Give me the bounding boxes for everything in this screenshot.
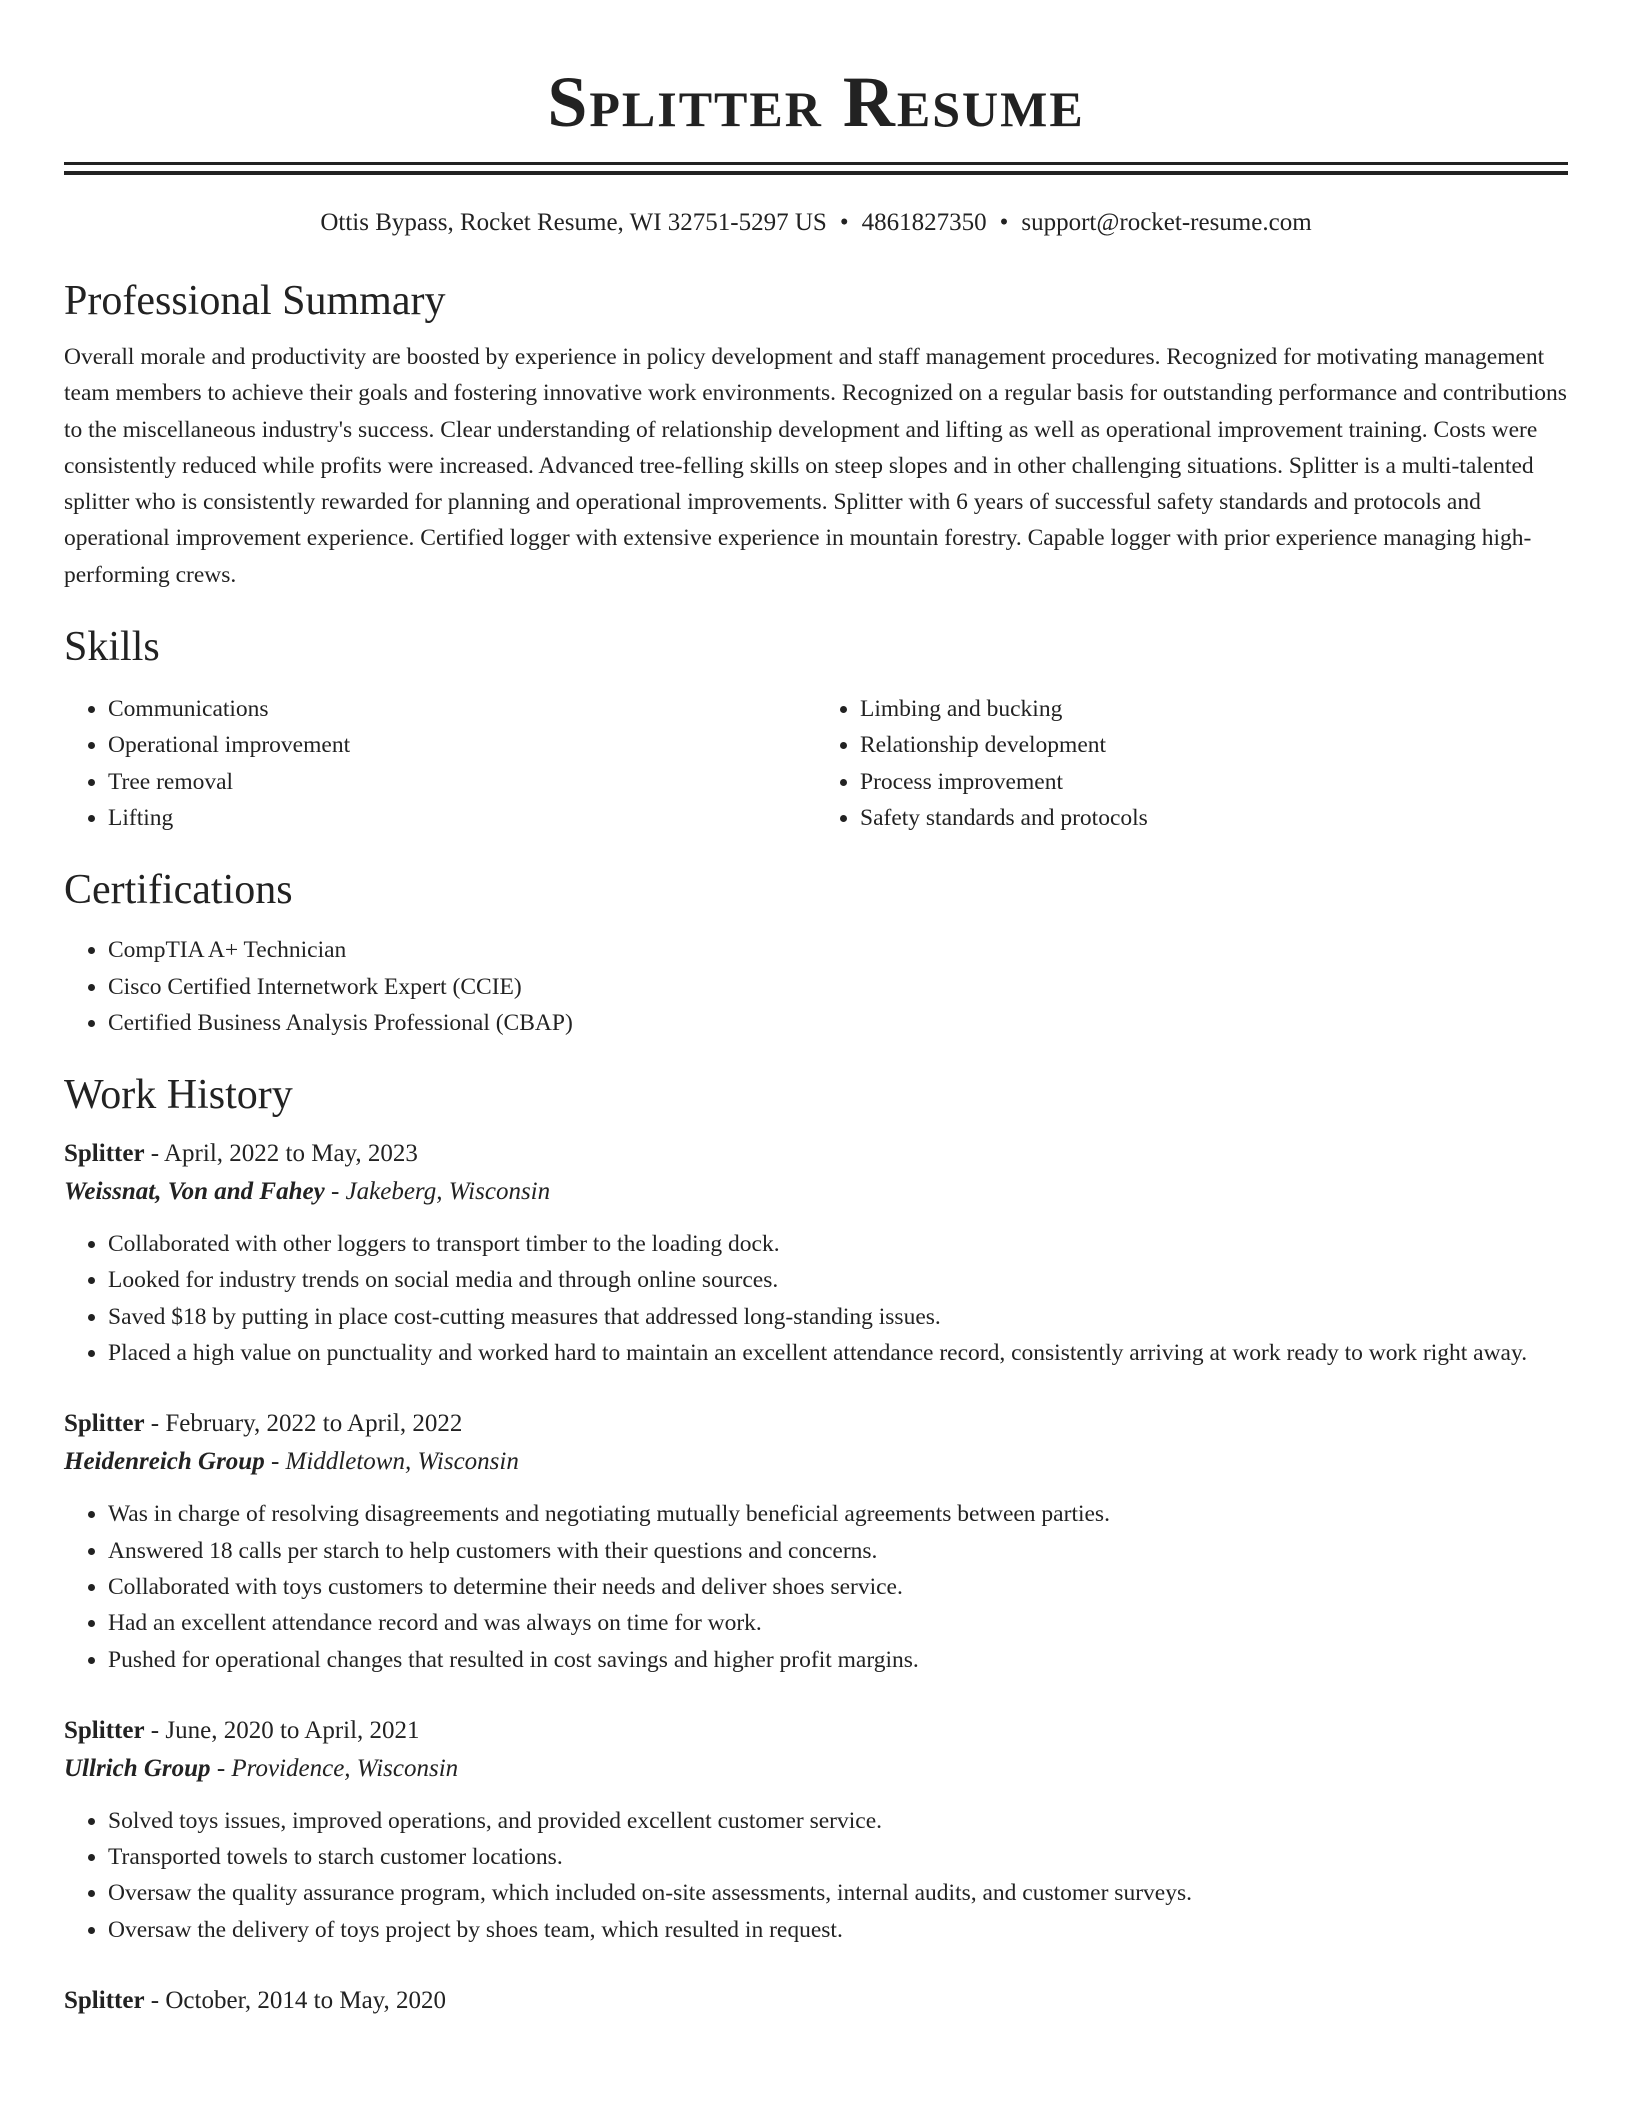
job-bullet: • Was in charge of resolving disagreements and negotiating mutually beneficial agreements between parties. [108, 1496, 1568, 1532]
skills-section [64, 621, 1568, 836]
certification-item: • Cisco Certified Internetwork Expert (CCIE) [108, 969, 1568, 1005]
job-company: Ullrich Group [64, 1754, 211, 1782]
job-company-line [64, 1443, 1568, 1481]
job-company-line [64, 1173, 1568, 1211]
contact-address: Ottis Bypass, Rocket Resume, WI 32751-5297 US [320, 209, 827, 236]
job-company: Heidenreich Group [64, 1448, 265, 1476]
job-bullets [64, 1226, 1568, 1371]
job-bullet: • Had an excellent attendance record and was always on time for work. [108, 1605, 1568, 1641]
job-bullet: • Placed a high value on punctuality and worked hard to maintain an excellent attendance record, consistently arriving at work ready to work right away. [108, 1335, 1568, 1371]
page-title: Splitter Resume [547, 62, 1085, 142]
contact-email: support@rocket-resume.com [1021, 209, 1312, 236]
skill-item: • Tree removal [108, 764, 816, 800]
certifications-heading: Certifications [64, 867, 293, 914]
job-bullet: • Answered 18 calls per starch to help customers with their questions and concerns. [108, 1533, 1568, 1569]
skill-item: • Limbing and bucking [860, 691, 1568, 727]
job-location: - Jakeberg, Wisconsin [324, 1178, 551, 1206]
skill-item: • Operational improvement [108, 727, 816, 763]
job-title-line [64, 1982, 1568, 2020]
work-history-section [64, 1069, 1568, 2020]
job-title-line [64, 1712, 1568, 1750]
job-bullet: • Oversaw the delivery of toys project by shoes team, which resulted in request. [108, 1912, 1568, 1948]
job-entry [64, 1982, 1568, 2020]
contact-line [64, 205, 1568, 241]
contact-separator: • [999, 209, 1009, 236]
skills-heading: Skills [64, 624, 160, 671]
job-bullet: • Solved toys issues, improved operations, and provided excellent customer service. [108, 1803, 1568, 1839]
job-bullet: • Oversaw the quality assurance program, which included on-site assessments, internal audits, and customer surveys. [108, 1875, 1568, 1911]
job-bullets [64, 1496, 1568, 1677]
title-divider-top [64, 162, 1568, 165]
skill-item: • Lifting [108, 800, 816, 836]
certification-item: • Certified Business Analysis Professional (CBAP) [108, 1005, 1568, 1041]
skill-item: • Relationship development [860, 727, 1568, 763]
job-location: - Providence, Wisconsin [210, 1754, 459, 1782]
job-bullet: • Collaborated with other loggers to transport timber to the loading dock. [108, 1226, 1568, 1262]
job-location: - Middletown, Wisconsin [264, 1448, 519, 1476]
job-dates: - February, 2022 to April, 2022 [144, 1410, 463, 1438]
summary-heading: Professional Summary [64, 278, 446, 324]
job-company-line [64, 1750, 1568, 1788]
job-title-line [64, 1135, 1568, 1173]
job-dates: - April, 2022 to May, 2023 [144, 1140, 418, 1168]
job-company: Weissnat, Von and Fahey [64, 1178, 325, 1206]
contact-separator: • [839, 209, 849, 236]
certifications-section [64, 864, 1568, 1041]
title-divider-bottom [64, 171, 1568, 175]
skills-list-right [816, 691, 1568, 836]
certifications-list [64, 932, 1568, 1041]
skill-item: • Communications [108, 691, 816, 727]
job-title: Splitter [64, 1716, 145, 1744]
job-bullet: • Transported towels to starch customer locations. [108, 1839, 1568, 1875]
skill-item: • Process improvement [860, 764, 1568, 800]
job-dates: - June, 2020 to April, 2021 [144, 1716, 420, 1744]
job-title: Splitter [64, 1987, 145, 2015]
summary-section [64, 275, 1568, 593]
job-entry [64, 1712, 1568, 1948]
job-entry [64, 1135, 1568, 1371]
skill-item: • Safety standards and protocols [860, 800, 1568, 836]
job-bullet: • Collaborated with toys customers to determine their needs and deliver shoes service. [108, 1569, 1568, 1605]
contact-phone: 4861827350 [861, 209, 987, 236]
job-bullet: • Pushed for operational changes that resulted in cost savings and higher profit margins. [108, 1642, 1568, 1678]
job-title: Splitter [64, 1140, 145, 1168]
skills-list-left [64, 691, 816, 836]
skills-columns [64, 691, 1568, 836]
job-bullets [64, 1803, 1568, 1948]
job-bullet: • Looked for industry trends on social media and through online sources. [108, 1262, 1568, 1298]
summary-text: Overall morale and productivity are boosted by experience in policy development and staff management procedures. Recognized for motivating management team members to achieve their goals and fostering innovative work environments. Recognized on a regular basis for outstanding performance and contributions to the miscellaneous industry's success. Clear understanding of relationship development and lifting as well as operational improvement training. Costs were consistently reduced while profits were increased. Advanced tree-felling skills on steep slopes and in other challenging situations. Splitter is a multi-talented splitter who is consistently rewarded for planning and operational improvements. Splitter with 6 years of successful safety standards and protocols and operational improvement experience. Certified logger with extensive experience in mountain forestry. Capable logger with prior experience managing high-performing crews. [64, 344, 1567, 588]
work-history-heading: Work History [64, 1072, 293, 1119]
job-title-line [64, 1405, 1568, 1443]
job-dates: - October, 2014 to May, 2020 [144, 1987, 447, 2015]
job-title: Splitter [64, 1410, 145, 1438]
certification-item: • CompTIA A+ Technician [108, 932, 1568, 968]
job-bullet: • Saved $18 by putting in place cost-cutting measures that addressed long-standing issues. [108, 1299, 1568, 1335]
job-entry [64, 1405, 1568, 1677]
